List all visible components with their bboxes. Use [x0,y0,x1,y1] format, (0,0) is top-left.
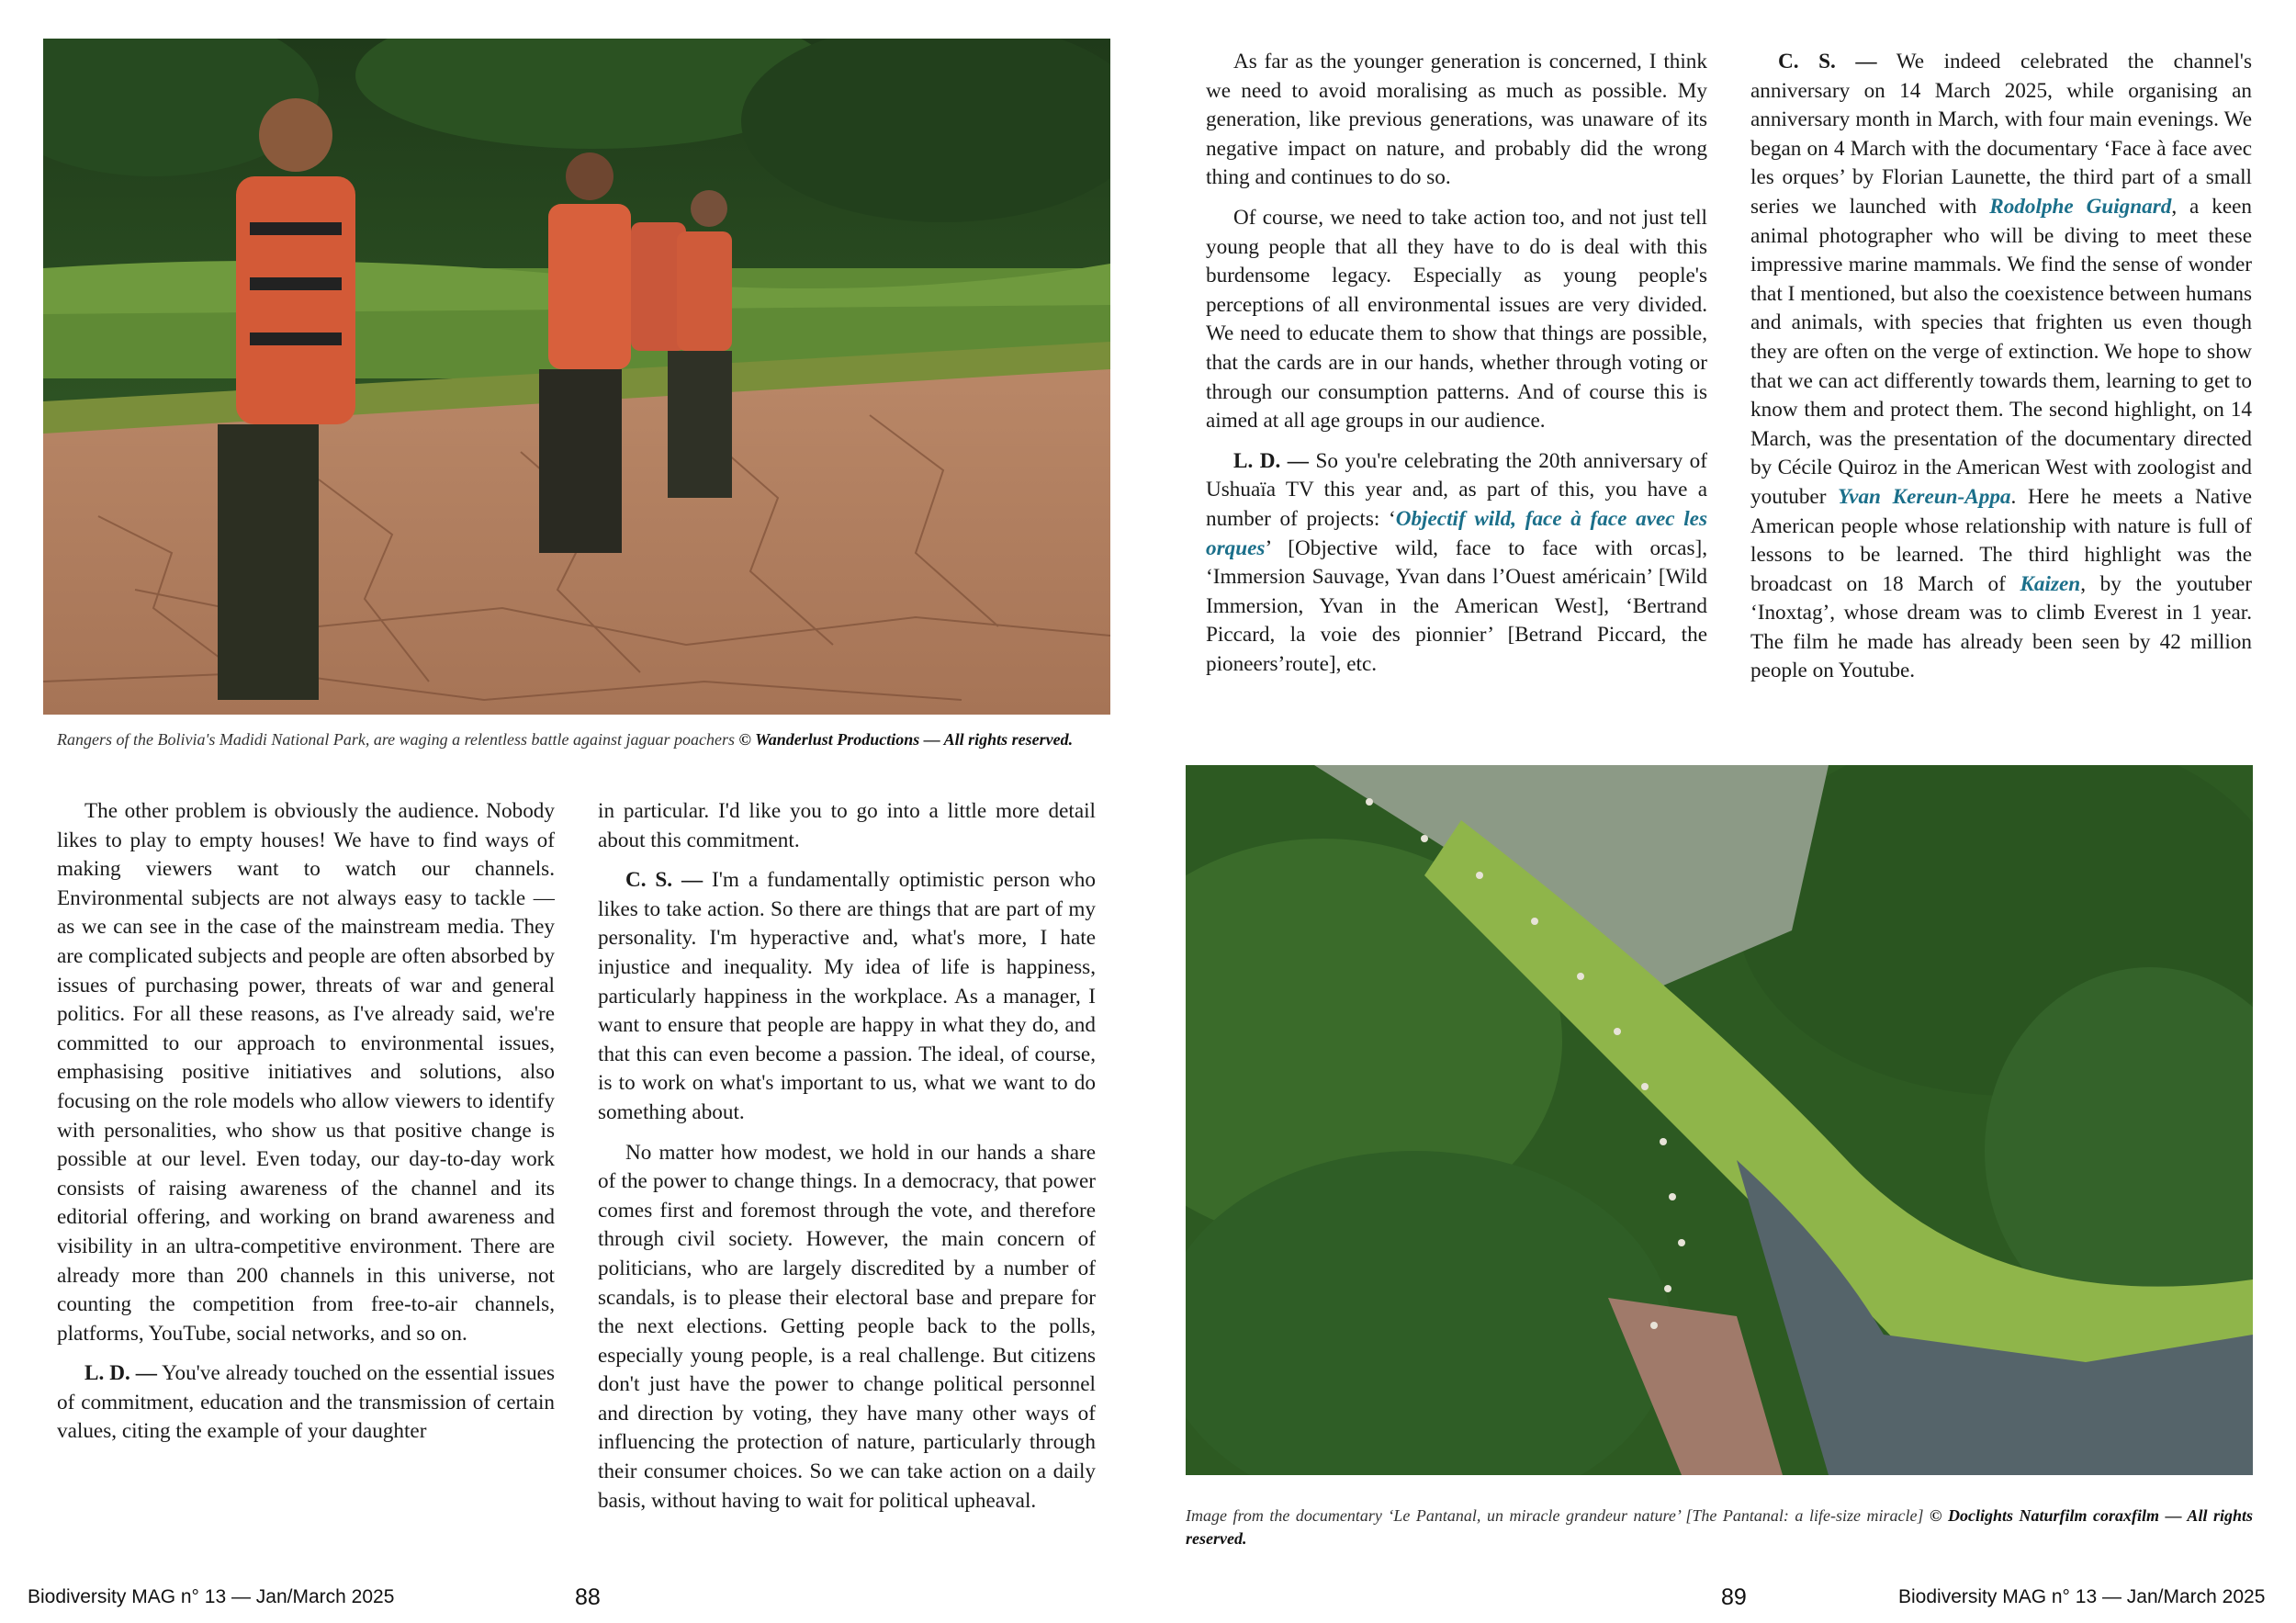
caption-credit: © Wanderlust Productions — All rights reserved. [738,730,1074,749]
right-column-1 [1206,48,1707,690]
rangers-photo [43,39,1110,715]
rangers-photo-caption [57,728,1097,751]
speaker-initials: C. S. — [625,868,703,893]
paragraph-text: , by the youtuber ‘Inoxtag’, whose dream was to climb Everest in 1 year. The film he made has already been seen by 42 million people on Youtube. [1750,571,2252,683]
rangers-walking-photo-icon [43,39,1110,715]
link-objectif-wild[interactable]: Objectif wild, face à face avec les orques [1206,506,1707,560]
paragraph: As far as the younger generation is concerned, I think we need to avoid moralising as much as possible. My generation, like previous generations, was unaware of its negative impact on nature, and probably did the wrong thing and continues to do so. [1206,50,1707,190]
paragraph-text: , a keen animal photographer who will be diving to meet these impressive marine mammals. We find the sense of wonder that I mentioned, but also the coexistence between humans and animals, with species that frighten us even though they are often on the verge of extinction. We hope to show that we can act differently towards them, learning to get to know them and protect them. The second highlight, on 14 March, was the presentation of the documentary directed by Cécile Quiroz in the American West with zoologist and youtuber [1750,194,2252,509]
paragraph: No matter how modest, we hold in our hands a share of the power to change things. In a democracy, that power comes first and foremost through the vote, and therefore through civil society. However, the main concern of politicians, who are largely discredited by a number of scandals, is to please their electoral base and prepare for the next elections. Getting people back to the polls, especially young people, is a real challenge. But citizens don't just have the power to change political personnel and direction by voting, they have many other ways of influencing the protection of nature, particularly through their consumer choices. So we can take action on a daily basis, without having to wait for political upheaval. [598,1140,1096,1513]
paragraph-text: I'm a fundamentally optimistic person who likes to take action. So there are things that are part of my personality. I'm hyperactive and, what's more, I hate injustice and inequality. My idea of life is happiness, particularly happiness in the workplace. As a manager, I want to ensure that people are happy in what they do, and that this can even become a passion. The ideal, of course, is to work on what's important to us, what we want to do something about. [598,868,1096,1124]
paragraph-text: We indeed celebrated the channel's anniversary on 14 March 2025, while organising an anniversary month in March, with four main evenings. We began on 4 March with the documentary ‘Face à face avec les orques’ by Florian Launette, the third part of a small series we launched with [1750,50,2252,219]
left-footer: Biodiversity MAG n° 13 — Jan/March 2025 [28,1586,395,1607]
link-kaizen[interactable]: Kaizen [2020,571,2081,596]
pantanal-photo-caption [1186,1505,2253,1550]
link-rodolphe-guignard[interactable]: Rodolphe Guignard [1989,194,2172,219]
paragraph: The other problem is obviously the audience. Nobody likes to play to empty houses! We have to find ways of making viewers want to watch our channels. Environmental subjects are not always easy to tackle — as we can see in the case of the mainstream media. They are complicated subjects and people are often absorbed by issues of purchasing power, threats of war and general politics. For all these reasons, as I've already said, we're committed to our approach to environmental issues, emphasising positive initiatives and solutions, also focusing on the role models who allow viewers to identify with personalities, who show us that positive change is possible at our level. Even today, our day-to-day work consists of raising awareness of the channel and its editorial offering, and working on brand awareness and visibility in an ultra-competitive environment. There are already more than 200 channels in this universe, not counting the competition from free-to-air channels, platforms, YouTube, social networks, and so on. [57,799,555,1346]
page-number-left: 88 [575,1584,601,1610]
caption-credit: © Doclights Naturfilm coraxfilm — All rights reserved. [1186,1506,2253,1548]
paragraph-text: ’ [Objective wild, face to face with orcas], ‘Immersion Sauvage, Yvan dans l’Ouest américain’ [Wild Immersion, Yvan in the American West], ‘Bertrand Piccard, la voie des pionnier’ [Betrand Piccard, the pioneers’route], etc. [1206,535,1707,676]
pantanal-photo [1186,765,2253,1475]
speaker-initials: L. D. — [84,1361,157,1386]
left-column-1 [57,797,555,1458]
link-yvan-kereun-appa[interactable]: Yvan Kereun-Appa [1838,484,2011,509]
paragraph [1750,48,2252,686]
paragraph: in particular. I'd like you to go into a little more detail about this commitment. [598,799,1096,852]
paragraph: Of course, we need to take action too, and not just tell young people that all they have to do is deal with this burdensome legacy. Especially as young people's perceptions of all environmental issues are very divided. We need to educate them to show that things are possible, that the cards are in our hands, whether through voting or through our consumption patterns. And of course this is aimed at all age groups in our audience. [1206,205,1707,434]
paragraph [57,1359,555,1447]
paragraph [598,866,1096,1127]
left-column-2 [598,797,1096,1527]
paragraph-text: . Here he meets a Native American people whose relationship with nature is full of lessons to be learned. The third highlight was the broadcast on 18 March of [1750,484,2252,596]
right-column-2 [1750,48,2252,697]
right-footer: Biodiversity MAG n° 13 — Jan/March 2025 [1898,1586,2266,1607]
pantanal-aerial-photo-icon [1186,765,2253,1475]
caption-text: Image from the documentary ‘Le Pantanal, un miracle grandeur nature’ [The Pantanal: a life-size miracle] [1186,1506,1930,1525]
paragraph [1206,447,1707,680]
speaker-initials: L. D. — [1233,448,1309,473]
page-number-right: 89 [1721,1584,1747,1610]
paragraph-text: You've already touched on the essential issues of commitment, education and the transmission of certain values, citing the example of your daughter [57,1361,555,1444]
paragraph-text: So you're celebrating the 20th anniversary of Ushuaïa TV this year and, as part of this, you have a number of projects: ‘ [1206,448,1707,531]
speaker-initials: C. S. — [1778,50,1877,73]
caption-text: Rangers of the Bolivia's Madidi National Park, are waging a relentless battle against jaguar poachers [57,730,739,749]
